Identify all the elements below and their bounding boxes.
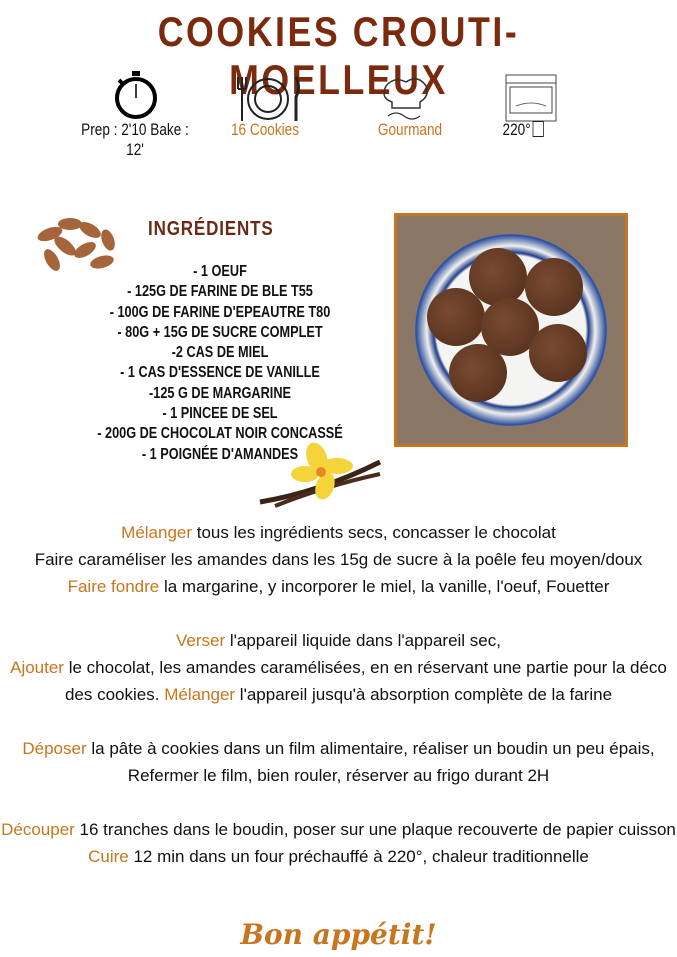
- level-label: Gourmand: [377, 120, 443, 139]
- step-text: tous les ingrédients secs, concasser le chocolat: [192, 523, 556, 542]
- step-verb: Verser: [176, 631, 226, 650]
- ingredient-item: -2 CAS DE MIEL: [171, 344, 269, 362]
- step-group: [0, 627, 677, 708]
- step-verb: Mélanger: [121, 523, 193, 542]
- ingredient-item: - 80G + 15G DE SUCRE COMPLET: [117, 323, 323, 341]
- step-text: le chocolat, les amandes caramélisées, en en réservant une partie pour la déco: [63, 658, 667, 677]
- step-text: la margarine, y incorporer le miel, la vanille, l'oeuf, Fouetter: [159, 577, 610, 596]
- step-group: [0, 735, 677, 789]
- step-line: [68, 577, 610, 596]
- ingredient-item: - 1 CAS D'ESSENCE DE VANILLE: [120, 364, 320, 382]
- chef-hat-icon: [378, 72, 432, 122]
- step-line: [176, 631, 501, 650]
- step-line: [88, 847, 589, 866]
- oven-icon: [504, 74, 558, 124]
- ingredients-heading: INGRÉDIENTS: [148, 218, 274, 240]
- step-line: [10, 658, 667, 677]
- recipe-title: COOKIES CROUTI-MOELLEUX: [157, 8, 520, 103]
- vanilla-flower-image: [255, 440, 385, 510]
- step-text: des cookies.: [64, 685, 165, 704]
- temperature-label: [487, 120, 559, 140]
- ingredient-item: - 100G DE FARINE D'EPEAUTRE T80: [109, 303, 331, 321]
- step-verb: Faire fondre: [67, 577, 160, 596]
- ingredient-item: -125 G DE MARGARINE: [149, 384, 291, 402]
- step-text: Refermer le film, bien rouler, réserver au frigo durant 2H: [127, 766, 550, 785]
- stopwatch-icon: [113, 70, 159, 120]
- step-verb: Mélanger: [164, 685, 236, 704]
- temperature-value: 220°: [502, 120, 531, 139]
- closing-text: Bon appétit!: [240, 918, 437, 951]
- step-text: l'appareil jusqu'à absorption complète de la farine: [235, 685, 613, 704]
- instructions: [0, 519, 677, 897]
- ingredient-item: - 1 OEUF: [193, 263, 247, 280]
- step-verb: Ajouter: [10, 658, 64, 677]
- step-text: l'appareil liquide dans l'appareil sec,: [225, 631, 501, 650]
- plate-cutlery-icon: [233, 75, 303, 123]
- yield-label: 16 Cookies: [230, 120, 300, 139]
- step-verb: Découper: [1, 820, 75, 839]
- ingredients-list: [89, 262, 351, 465]
- step-text: 16 tranches dans le boudin, poser sur une plaque recouverte de papier cuisson: [74, 820, 676, 839]
- step-line: [65, 685, 612, 704]
- cookies-photo: [394, 213, 628, 447]
- step-line: [128, 766, 549, 785]
- step-line: [35, 550, 643, 569]
- step-text: la pâte à cookies dans un film alimentaire, réaliser un boudin un peu épais,: [86, 739, 655, 758]
- ingredient-item: - 1 POIGNÉE D'AMANDES: [141, 445, 299, 463]
- ingredient-item: - 125G DE FARINE DE BLE T55: [127, 283, 313, 301]
- step-line: [22, 739, 654, 758]
- step-line: [121, 523, 556, 542]
- step-group: [0, 816, 677, 870]
- time-label: Prep : 2'10 Bake : 12': [81, 120, 189, 159]
- step-text: 12 min dans un four préchauffé à 220°, chaleur traditionnelle: [128, 847, 589, 866]
- ingredient-item: - 1 PINCEE DE SEL: [162, 405, 278, 423]
- step-verb: Déposer: [22, 739, 87, 758]
- step-line: [1, 820, 676, 839]
- oven-small-icon: [532, 121, 543, 137]
- step-text: Faire caraméliser les amandes dans les 15g de sucre à la poêle feu moyen/doux: [34, 550, 643, 569]
- step-group: [0, 519, 677, 600]
- step-verb: Cuire: [88, 847, 129, 866]
- ingredient-item: - 200G DE CHOCOLAT NOIR CONCASSÉ: [97, 425, 343, 443]
